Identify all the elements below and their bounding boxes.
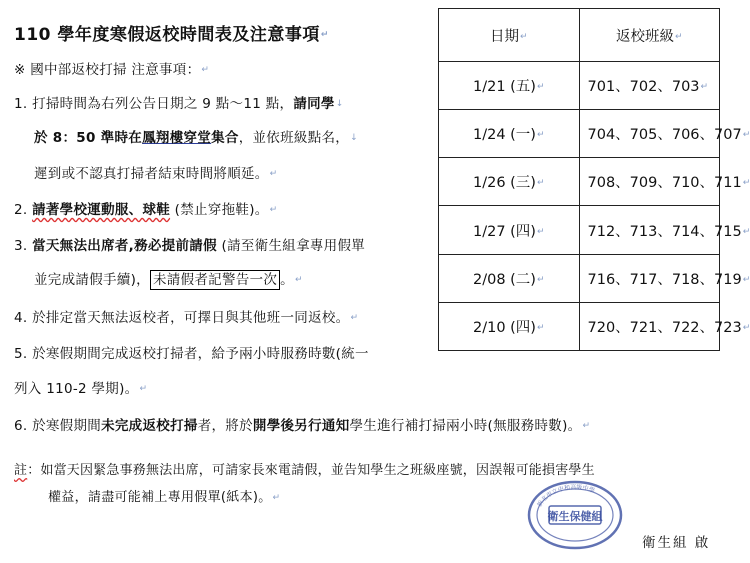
item-1-line-2: 於 8：50 準時在鳳翔樓穿堂集合，並依班級點名，↓ (34, 130, 358, 146)
paragraph-mark-icon: ↵ (320, 30, 329, 40)
table-cell-date: 1/27 (四)↵ (439, 206, 580, 254)
paragraph-mark-icon: ↵ (294, 275, 303, 285)
table-row (439, 110, 720, 158)
item-4: 4. 於排定當天無法返校者，可擇日與其他班一同返校。↵ (14, 310, 359, 326)
header-date: 日期↵ (439, 9, 580, 62)
item-3-line-2: 並完成請假手續)， 未請假者記警告一次 。↵ (34, 272, 303, 288)
seal-ring-text: 新北市立中和高級中學 (536, 483, 596, 509)
line-break-icon: ↓ (350, 133, 358, 143)
table-row (439, 302, 720, 350)
line-break-icon: ↓ (335, 99, 344, 109)
paragraph-mark-icon: ↵ (582, 421, 591, 431)
table-row (439, 62, 720, 110)
paragraph-mark-icon: ↵ (269, 169, 278, 179)
item-5-line-2: 列入 110-2 學期)。↵ (14, 381, 148, 397)
table-cell-classes: 716、717、718、719↵ (579, 254, 720, 302)
paragraph-mark-icon: ↵ (269, 205, 278, 215)
seal-center-text: 衛生保健組 (547, 510, 603, 523)
table-cell-date: 1/26 (三)↵ (439, 158, 580, 206)
paragraph-mark-icon: ↵ (350, 313, 359, 323)
signoff: 衛生組 啟 (642, 535, 711, 551)
header-classes: 返校班級↵ (579, 9, 720, 62)
item-5-line-1: 5. 於寒假期間完成返校打掃者，給予兩小時服務時數(統一 (14, 346, 369, 362)
item-3-line-1: 3. 當天無法出席者,務必提前請假 (請至衛生組拿專用假單 (14, 238, 366, 254)
table-cell-classes: 704、705、706、707↵ (579, 110, 720, 158)
svg-text:新北市立中和高級中學 (535, 483, 596, 508)
table-cell-classes: 720、721、722、723↵ (579, 302, 720, 350)
table-row (439, 254, 720, 302)
item-2: 2. 請著學校運動服、球鞋 (禁止穿拖鞋)。↵ (14, 202, 278, 218)
item-6: 6. 於寒假期間未完成返校打掃者，將於開學後另行通知學生進行補打掃兩小時(無服務時數)。↵ (14, 418, 591, 434)
table-cell-date: 2/08 (二)↵ (439, 254, 580, 302)
table-cell-date: 2/10 (四)↵ (439, 302, 580, 350)
seal-stamp-icon (527, 480, 623, 550)
table-cell-date: 1/24 (一)↵ (439, 110, 580, 158)
paragraph-mark-icon: ↵ (139, 384, 148, 394)
table-cell-classes: 712、713、714、715↵ (579, 206, 720, 254)
paragraph-mark-icon: ↵ (272, 492, 281, 503)
schedule-table (438, 8, 750, 351)
item-1-line-1: 1. 打掃時間為右列公告日期之 9 點～11 點，請同學↓ (14, 96, 344, 112)
table-row (439, 206, 720, 254)
paragraph-mark-icon: ↵ (201, 65, 210, 75)
item-1-line-3: 遲到或不認真打掃者結束時間將順延。↵ (34, 166, 278, 182)
table-cell-classes: 701、702、703↵ (579, 62, 720, 110)
note-line-1: 註：如當天因緊急事務無法出席，可請家長來電請假，並告知學生之班級座號，因誤報可能損害學生 (14, 463, 595, 478)
page-title: 110 學年度寒假返校時間表及注意事項↵ (14, 25, 329, 45)
table-header-row (439, 9, 720, 62)
warning-box: 未請假者記警告一次 (150, 270, 280, 290)
table-cell-classes: 708、709、710、711↵ (579, 158, 720, 206)
section-heading: ※ 國中部返校打掃 注意事項：↵ (14, 62, 210, 78)
note-line-2: 權益，請盡可能補上專用假單(紙本)。↵ (48, 490, 281, 505)
table-row (439, 158, 720, 206)
table-cell-date: 1/21 (五)↵ (439, 62, 580, 110)
